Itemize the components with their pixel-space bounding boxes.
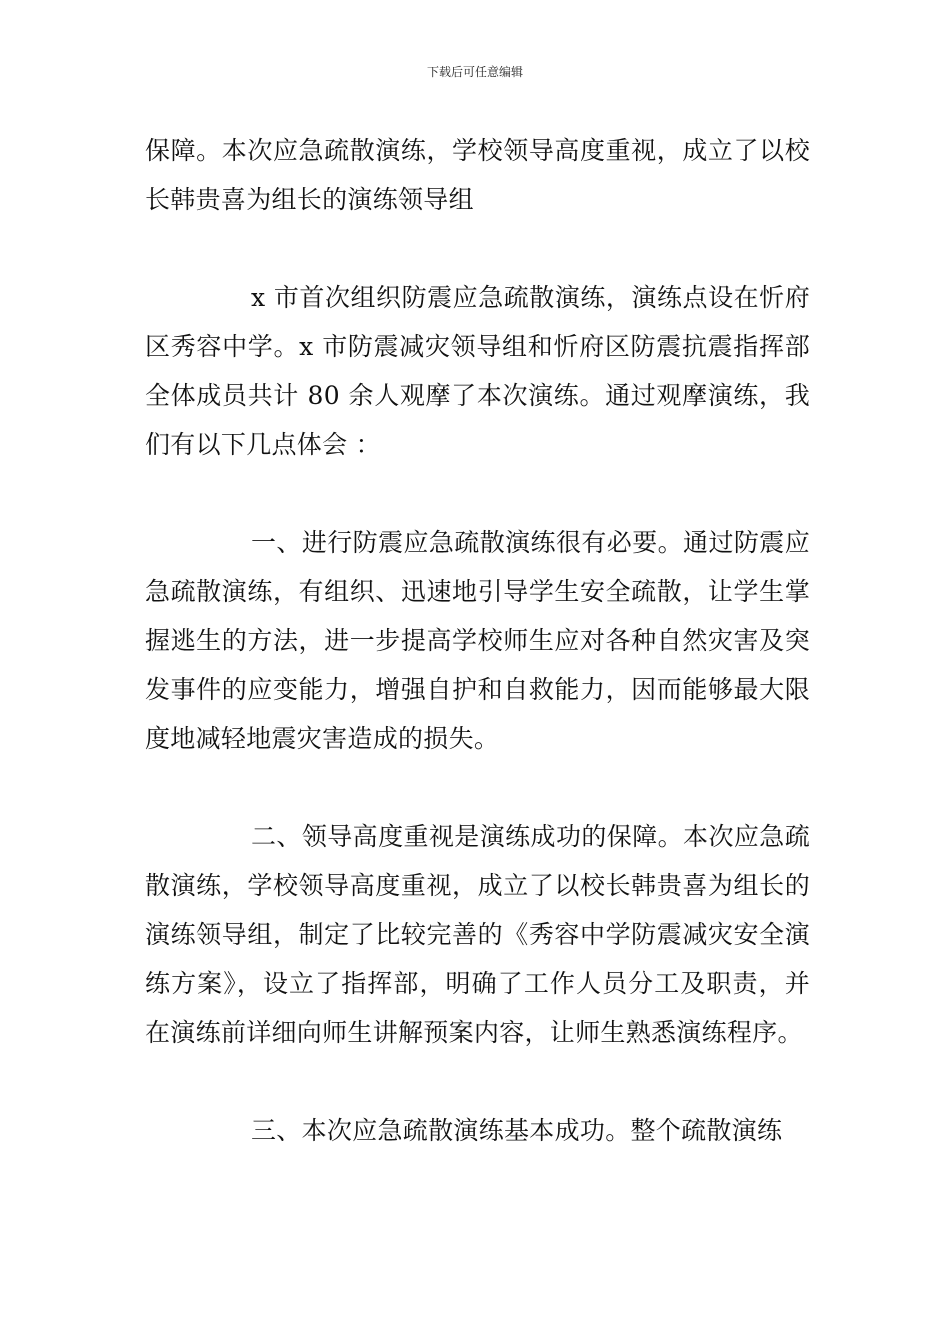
page-header-note: 下载后可任意编辑 [426, 65, 523, 79]
paragraph-point-one: 一、进行防震应急疏散演练很有必要。通过防震应急疏散演练，有组织、迅速地引导学生安全疏散，让学生掌握逃生的方法，进一步提高学校师生应对各种自然灾害及突发事件的应变能力，增强自护和自救能力，因而能够最大限度地减轻地震灾害造成的损失。 [145, 528, 810, 753]
document-body [145, 126, 810, 1204]
paragraph-point-two: 二、领导高度重视是演练成功的保障。本次应急疏散演练，学校领导高度重视，成立了以校长韩贵喜为组长的演练领导组，制定了比较完善的《秀容中学防震减灾安全演练方案》，设立了指挥部，明确了工作人员分工及职责，并在演练前详细向师生讲解预案内容，让师生熟悉演练程序。 [145, 822, 810, 1047]
paragraph-continuation: 保障。本次应急疏散演练，学校领导高度重视，成立了以校长韩贵喜为组长的演练领导组 [145, 136, 810, 214]
paragraph-point-three: 三、本次应急疏散演练基本成功。整个疏散演练 [251, 1116, 783, 1145]
paragraph-intro: x 市首次组织防震应急疏散演练，演练点设在忻府区秀容中学。x 市防震减灾领导组和忻府区防震抗震指挥部全体成员共计 80 余人观摩了本次演练。通过观摩演练，我们有以下几点体会 ： [145, 283, 810, 459]
